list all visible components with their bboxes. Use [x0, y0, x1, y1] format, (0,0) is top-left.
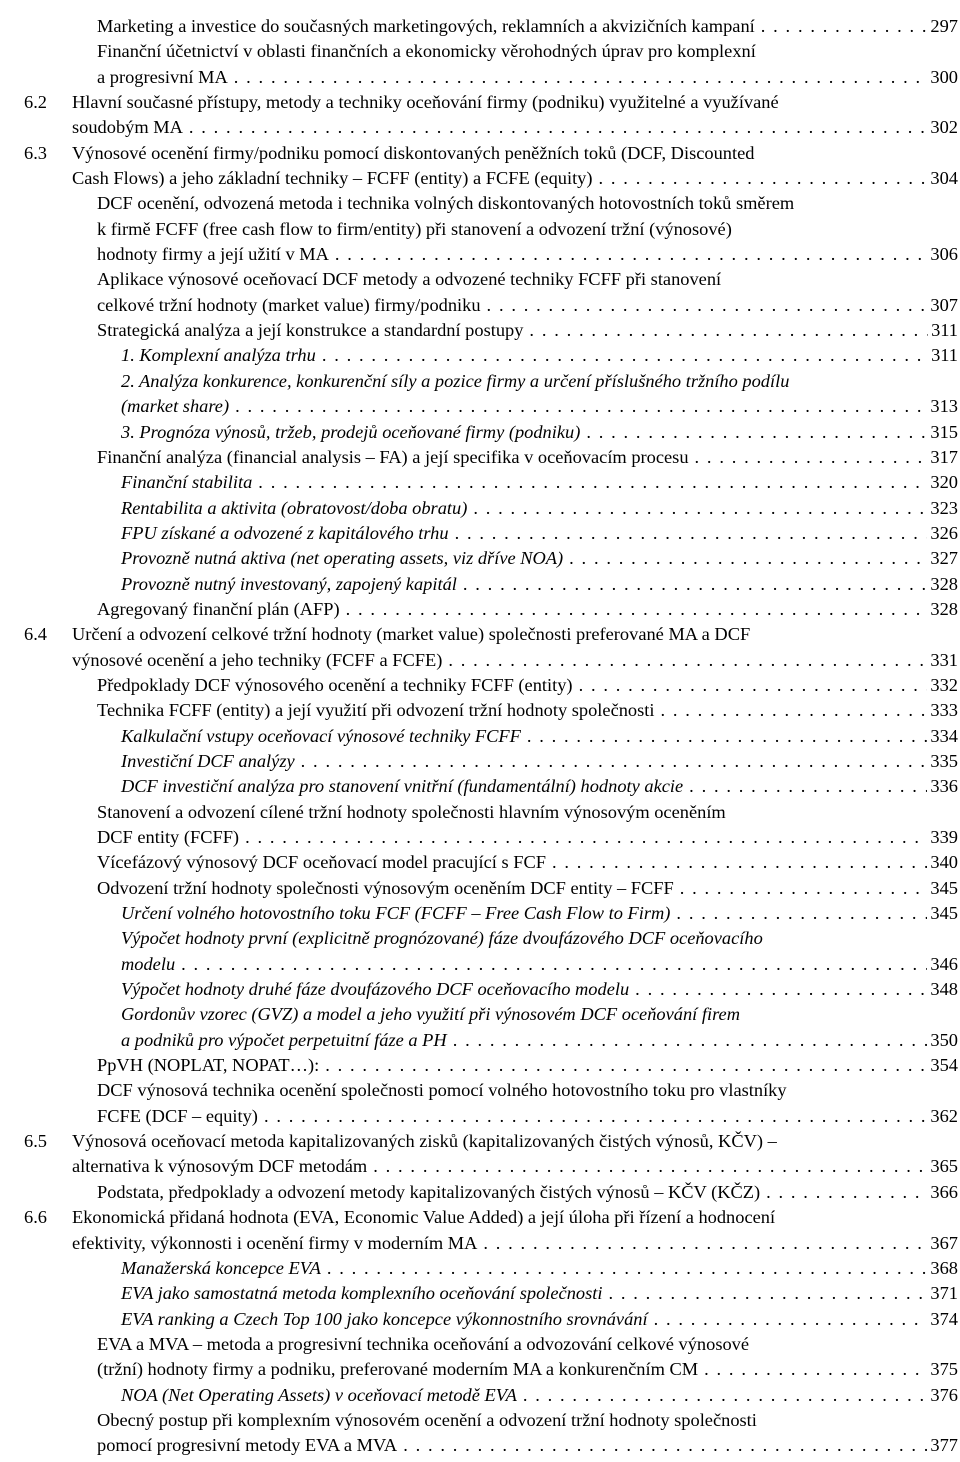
dot-leader	[181, 952, 927, 977]
page-number: 328	[930, 573, 958, 594]
toc-entry-line: Obecný postup při komplexním výnosovém ocenění a odvození tržní hodnoty společnosti	[97, 1409, 757, 1430]
toc-entry-last-line	[97, 597, 960, 622]
toc-entry-last-line	[97, 876, 960, 901]
dot-leader	[586, 420, 927, 445]
dot-leader	[689, 774, 927, 799]
toc-entry-last-line	[121, 496, 960, 521]
toc-entry[interactable]	[0, 141, 960, 192]
page-number: 306	[930, 244, 958, 265]
dot-leader	[235, 394, 927, 419]
toc-entry-title: a progresivní MA	[97, 66, 228, 87]
toc-entry-title: DCF entity (FCFF)	[97, 827, 240, 847]
toc-entry-line: k firmě FCFF (free cash flow to firm/entity) při stanovení a odvození tržní (výnosové)	[97, 218, 732, 239]
page-number: 311	[931, 345, 958, 366]
page-number: 367	[930, 1232, 958, 1253]
toc-entry-title: Podstata, předpoklady a odvození metody kapitalizovaných čistých výnosů – KČV (KČZ)	[97, 1181, 761, 1202]
dot-leader	[264, 1104, 927, 1129]
toc-entry-title: Rentabilita a aktivita (obratovost/doba obratu)	[121, 497, 468, 518]
dot-leader	[635, 977, 927, 1002]
page-number: 377	[930, 1435, 958, 1456]
toc-entry-last-line	[121, 546, 960, 571]
toc-entry-title: Cash Flows) a jeho základní techniky – FCFF (entity) a FCFE (equity)	[72, 168, 593, 189]
toc-entry-title: soudobým MA	[72, 117, 183, 138]
toc-entry-last-line	[97, 698, 960, 723]
toc-entry-last-line	[121, 394, 960, 419]
toc-entry-title: pomocí progresivní metody EVA a MVA	[97, 1435, 398, 1456]
toc-entry-title: Investiční DCF analýzy	[121, 750, 295, 771]
page-number: 346	[930, 953, 958, 974]
toc-entry-title: Provozně nutný investovaný, zapojený kapitál	[121, 573, 457, 594]
dot-leader	[527, 724, 928, 749]
toc-entry-last-line	[121, 470, 960, 495]
toc-entry[interactable]	[0, 926, 960, 977]
page-number: 340	[930, 852, 958, 873]
toc-entry[interactable]	[0, 90, 960, 141]
table-of-contents	[0, 14, 960, 1459]
page-number: 362	[930, 1105, 958, 1126]
dot-leader	[766, 1180, 927, 1205]
dot-leader	[569, 546, 927, 571]
toc-entry-line: DCF ocenění, odvozená metoda i technika volných diskontovaných hotovostních toků směrem	[97, 193, 795, 214]
dot-leader	[599, 166, 928, 191]
toc-entry[interactable]	[0, 1256, 960, 1281]
toc-entry[interactable]	[0, 977, 960, 1002]
toc-entry[interactable]	[0, 800, 960, 851]
page-number: 297	[930, 16, 958, 36]
toc-entry-title: Strategická analýza a její konstrukce a standardní postupy	[97, 320, 524, 341]
dot-leader	[761, 14, 928, 39]
dot-leader	[661, 698, 928, 723]
toc-entry[interactable]	[0, 267, 960, 318]
toc-entry-title: Výpočet hodnoty druhé fáze dvoufázového DCF oceňovacího modelu	[121, 979, 630, 1000]
toc-entry[interactable]	[0, 1053, 960, 1078]
toc-entry-title: DCF investiční analýza pro stanovení vnitřní (fundamentální) hodnoty akcie	[121, 776, 684, 797]
toc-entry-title: celkové tržní hodnoty (market value) firmy/podniku	[97, 294, 481, 315]
dot-leader	[704, 1357, 927, 1382]
toc-entry-line: Aplikace výnosové oceňovací DCF metody a odvozené techniky FCFF při stanovení	[97, 269, 722, 290]
toc-entry[interactable]	[0, 369, 960, 420]
page-number: 323	[930, 497, 958, 518]
toc-entry-title: Marketing a investice do současných marketingových, reklamních a akvizičních kampaní	[97, 16, 755, 36]
page-number: 345	[930, 903, 958, 924]
toc-entry-last-line	[97, 293, 960, 318]
toc-entry-line: EVA a MVA – metoda a progresivní technika oceňování a odvozování celkové výnosové	[97, 1333, 750, 1354]
toc-entry[interactable]	[0, 774, 960, 799]
toc-entry-title: Předpoklady DCF výnosového ocenění a techniky FCFF (entity)	[97, 674, 573, 695]
toc-entry-last-line	[121, 901, 960, 926]
section-number: 6.6	[24, 1207, 47, 1228]
dot-leader	[234, 65, 928, 90]
page-number: 371	[930, 1283, 958, 1304]
page-number: 335	[930, 750, 958, 771]
toc-entry[interactable]	[0, 343, 960, 368]
page-number: 345	[930, 877, 958, 898]
toc-entry-last-line	[121, 572, 960, 597]
page-number: 317	[930, 446, 958, 467]
toc-entry-last-line	[97, 445, 960, 470]
dot-leader	[680, 876, 928, 901]
toc-entry-line: Ekonomická přidaná hodnota (EVA, Economic Value Added) a její úloha při řízení a hodnocení	[72, 1207, 776, 1228]
toc-entry-line: Gordonův vzorec (GVZ) a model a jeho využití při výnosovém DCF oceňování firem	[121, 1004, 741, 1025]
toc-entry-title: a podniků pro výpočet perpetuitní fáze a PH	[121, 1029, 447, 1050]
page-number: 348	[930, 979, 958, 1000]
dot-leader	[529, 318, 928, 343]
toc-entry-last-line	[121, 1383, 960, 1408]
page-number: 302	[930, 117, 958, 138]
dot-leader	[301, 749, 928, 774]
toc-entry-last-line	[72, 166, 960, 191]
page-number: 331	[930, 649, 958, 670]
toc-entry[interactable]	[0, 1078, 960, 1129]
dot-leader	[463, 572, 928, 597]
toc-entry[interactable]	[0, 1281, 960, 1306]
toc-entry-last-line	[72, 1154, 960, 1179]
toc-entry-last-line	[97, 1180, 960, 1205]
page-number: 300	[930, 66, 958, 87]
toc-entry-title: Technika FCFF (entity) a její využití při odvození tržní hodnoty společnosti	[97, 700, 655, 721]
toc-entry-title: Provozně nutná aktiva (net operating assets, viz dříve NOA)	[121, 548, 564, 569]
page-number: 336	[930, 776, 958, 797]
page-number: 334	[930, 725, 958, 746]
page-number: 315	[930, 421, 958, 442]
page-number: 333	[930, 700, 958, 721]
dot-leader	[346, 597, 928, 622]
page-number: 374	[930, 1308, 958, 1329]
dot-leader	[258, 470, 927, 495]
toc-entry-title: Kalkulační vstupy oceňovací výnosové techniky FCFF	[121, 725, 521, 746]
toc-entry-last-line	[72, 1231, 960, 1256]
toc-entry-title: alternativa k výnosovým DCF metodám	[72, 1156, 368, 1177]
toc-entry-title: 1. Komplexní analýza trhu	[121, 345, 316, 366]
toc-entry-line: Určení a odvození celkové tržní hodnoty (market value) společnosti preferované MA a DCF	[72, 624, 751, 645]
toc-entry-title: hodnoty firmy a její užití v MA	[97, 244, 329, 265]
toc-entry-line: Výnosová oceňovací metoda kapitalizovaných zisků (kapitalizovaných čistých výnosů, KČV) –	[72, 1131, 777, 1152]
toc-entry[interactable]	[0, 521, 960, 546]
dot-leader	[483, 1231, 927, 1256]
toc-entry-last-line	[121, 724, 960, 749]
dot-leader	[523, 1383, 928, 1408]
toc-entry[interactable]	[0, 901, 960, 926]
dot-leader	[448, 648, 927, 673]
toc-entry[interactable]	[0, 850, 960, 875]
toc-entry-title: 3. Prognóza výnosů, tržeb, prodejů oceňované firmy (podniku)	[121, 421, 581, 442]
toc-entry-last-line	[121, 774, 960, 799]
toc-entry[interactable]	[0, 597, 960, 622]
page-number: 307	[930, 294, 958, 315]
toc-entry-title: Finanční analýza (financial analysis – FA) a její specifika v oceňovacím procesu	[97, 446, 689, 467]
dot-leader	[322, 343, 928, 368]
toc-entry-last-line	[121, 521, 960, 546]
toc-entry-line: Stanovení a odvození cílené tržní hodnoty společnosti hlavním výnosovým oceněním	[97, 801, 726, 822]
toc-entry[interactable]	[0, 420, 960, 445]
page-number: 366	[930, 1181, 958, 1202]
toc-entry-title: Odvození tržní hodnoty společnosti výnosovým oceněním DCF entity – FCFF	[97, 877, 674, 898]
toc-entry-last-line	[97, 242, 960, 267]
toc-entry[interactable]	[0, 496, 960, 521]
toc-entry-line: Výnosové ocenění firmy/podniku pomocí diskontovaných peněžních toků (DCF, Discounted	[72, 142, 755, 163]
toc-entry[interactable]	[0, 724, 960, 749]
toc-entry[interactable]	[0, 1408, 960, 1459]
toc-entry-last-line	[121, 1256, 960, 1281]
toc-entry-title: efektivity, výkonnosti i ocenění firmy v moderním MA	[72, 1232, 478, 1253]
dot-leader	[487, 293, 928, 318]
toc-entry-last-line	[72, 648, 960, 673]
toc-entry-line: Hlavní současné přístupy, metody a techniky oceňování firmy (podniku) využitelné a využívané	[72, 92, 779, 113]
toc-entry-title: Manažerská koncepce EVA	[121, 1257, 321, 1278]
toc-entry[interactable]	[0, 1180, 960, 1205]
toc-entry[interactable]	[0, 14, 960, 39]
page-number: 354	[930, 1055, 958, 1076]
toc-entry-last-line	[97, 1053, 960, 1078]
toc-entry-last-line	[97, 65, 960, 90]
toc-entry-title: Finanční stabilita	[121, 472, 253, 493]
dot-leader	[245, 825, 927, 850]
section-number: 6.5	[24, 1131, 47, 1152]
toc-entry-line: 2. Analýza konkurence, konkurenční síly a pozice firmy a určení příslušného tržního podílu	[121, 370, 790, 391]
page-number: 375	[930, 1359, 958, 1380]
toc-entry-last-line	[97, 825, 960, 850]
dot-leader	[579, 673, 928, 698]
toc-entry-title: modelu	[121, 953, 176, 974]
toc-entry-last-line	[97, 1104, 960, 1129]
toc-entry-title: (market share)	[121, 396, 230, 417]
toc-entry-last-line	[97, 1433, 960, 1458]
toc-entry-title: Určení volného hotovostního toku FCF (FCFF – Free Cash Flow to Firm)	[121, 903, 671, 924]
toc-entry[interactable]	[0, 445, 960, 470]
toc-entry[interactable]	[0, 470, 960, 495]
toc-entry-last-line	[121, 343, 960, 368]
toc-entry-title: výnosové ocenění a jeho techniky (FCFF a FCFE)	[72, 649, 443, 670]
toc-entry[interactable]	[0, 1383, 960, 1408]
toc-entry[interactable]	[0, 39, 960, 90]
dot-leader	[453, 1028, 928, 1053]
dot-leader	[654, 1307, 928, 1332]
page-number: 350	[930, 1029, 958, 1050]
toc-entry-last-line	[97, 14, 960, 39]
toc-entry-line: Finanční účetnictví v oblasti finančních a ekonomicky věrohodných úprav pro komplexní	[97, 41, 756, 62]
toc-entry-line: DCF výnosová technika ocenění společnosti pomocí volného hotovostního toku pro vlastníky	[97, 1080, 787, 1101]
dot-leader	[608, 1281, 927, 1306]
toc-entry[interactable]	[0, 622, 960, 673]
toc-entry-last-line	[97, 1357, 960, 1382]
toc-entry-title: EVA ranking a Czech Top 100 jako koncepce výkonnostního srovnávání	[121, 1308, 648, 1329]
page-number: 313	[930, 396, 958, 417]
toc-entry-last-line	[121, 1028, 960, 1053]
toc-entry[interactable]	[0, 546, 960, 571]
dot-leader	[403, 1433, 927, 1458]
dot-leader	[325, 1053, 927, 1078]
toc-entry[interactable]	[0, 318, 960, 343]
toc-entry-last-line	[121, 420, 960, 445]
toc-entry[interactable]	[0, 749, 960, 774]
page-number: 376	[930, 1384, 958, 1405]
toc-entry-title: (tržní) hodnoty firmy a podniku, preferované moderním MA a konkurenčním CM	[97, 1359, 699, 1380]
toc-entry-last-line	[121, 952, 960, 977]
page-number: 311	[931, 320, 958, 341]
toc-entry[interactable]	[0, 1129, 960, 1180]
page-number: 320	[930, 472, 958, 493]
page-number: 328	[930, 598, 958, 619]
page-number: 368	[930, 1257, 958, 1278]
dot-leader	[335, 242, 928, 267]
toc-entry-last-line	[97, 318, 960, 343]
section-number: 6.3	[24, 142, 47, 163]
toc-entry-title: NOA (Net Operating Assets) v oceňovací metodě EVA	[121, 1384, 517, 1405]
dot-leader	[473, 496, 927, 521]
dot-leader	[676, 901, 927, 926]
dot-leader	[327, 1256, 928, 1281]
toc-entry-last-line	[97, 673, 960, 698]
section-number: 6.2	[24, 92, 47, 113]
page-number: 304	[930, 168, 958, 189]
section-number: 6.4	[24, 624, 47, 645]
toc-entry-last-line	[121, 1307, 960, 1332]
toc-entry[interactable]	[0, 1205, 960, 1256]
toc-entry-last-line	[121, 977, 960, 1002]
page-number: 332	[930, 674, 958, 695]
page-number: 327	[930, 548, 958, 569]
toc-entry[interactable]	[0, 673, 960, 698]
toc-entry-title: FPU získané a odvozené z kapitálového trhu	[121, 522, 449, 543]
toc-entry-title: EVA jako samostatná metoda komplexního oceňování společnosti	[121, 1283, 603, 1304]
toc-entry[interactable]	[0, 876, 960, 901]
dot-leader	[189, 115, 928, 140]
page-number: 339	[930, 827, 958, 847]
toc-entry-last-line	[121, 749, 960, 774]
dot-leader	[373, 1154, 927, 1179]
toc-entry-last-line	[97, 850, 960, 875]
toc-entry[interactable]	[0, 698, 960, 723]
toc-entry[interactable]	[0, 1002, 960, 1053]
dot-leader	[455, 521, 928, 546]
toc-entry-last-line	[72, 115, 960, 140]
toc-entry[interactable]	[0, 1307, 960, 1332]
toc-entry[interactable]	[0, 572, 960, 597]
page-number: 326	[930, 522, 958, 543]
toc-entry-line: Výpočet hodnoty první (explicitně prognózované) fáze dvoufázového DCF oceňovacího	[121, 928, 763, 949]
toc-entry-title: PpVH (NOPLAT, NOPAT…):	[97, 1055, 320, 1076]
page-number: 365	[930, 1156, 958, 1177]
toc-entry[interactable]	[0, 1332, 960, 1383]
toc-entry[interactable]	[0, 191, 960, 267]
toc-entry-title: FCFE (DCF – equity)	[97, 1105, 258, 1126]
toc-entry-last-line	[121, 1281, 960, 1306]
toc-entry-title: Agregovaný finanční plán (AFP)	[97, 598, 340, 619]
toc-entry-title: Vícefázový výnosový DCF oceňovací model pracující s FCF	[97, 852, 546, 873]
dot-leader	[695, 445, 928, 470]
dot-leader	[552, 850, 927, 875]
